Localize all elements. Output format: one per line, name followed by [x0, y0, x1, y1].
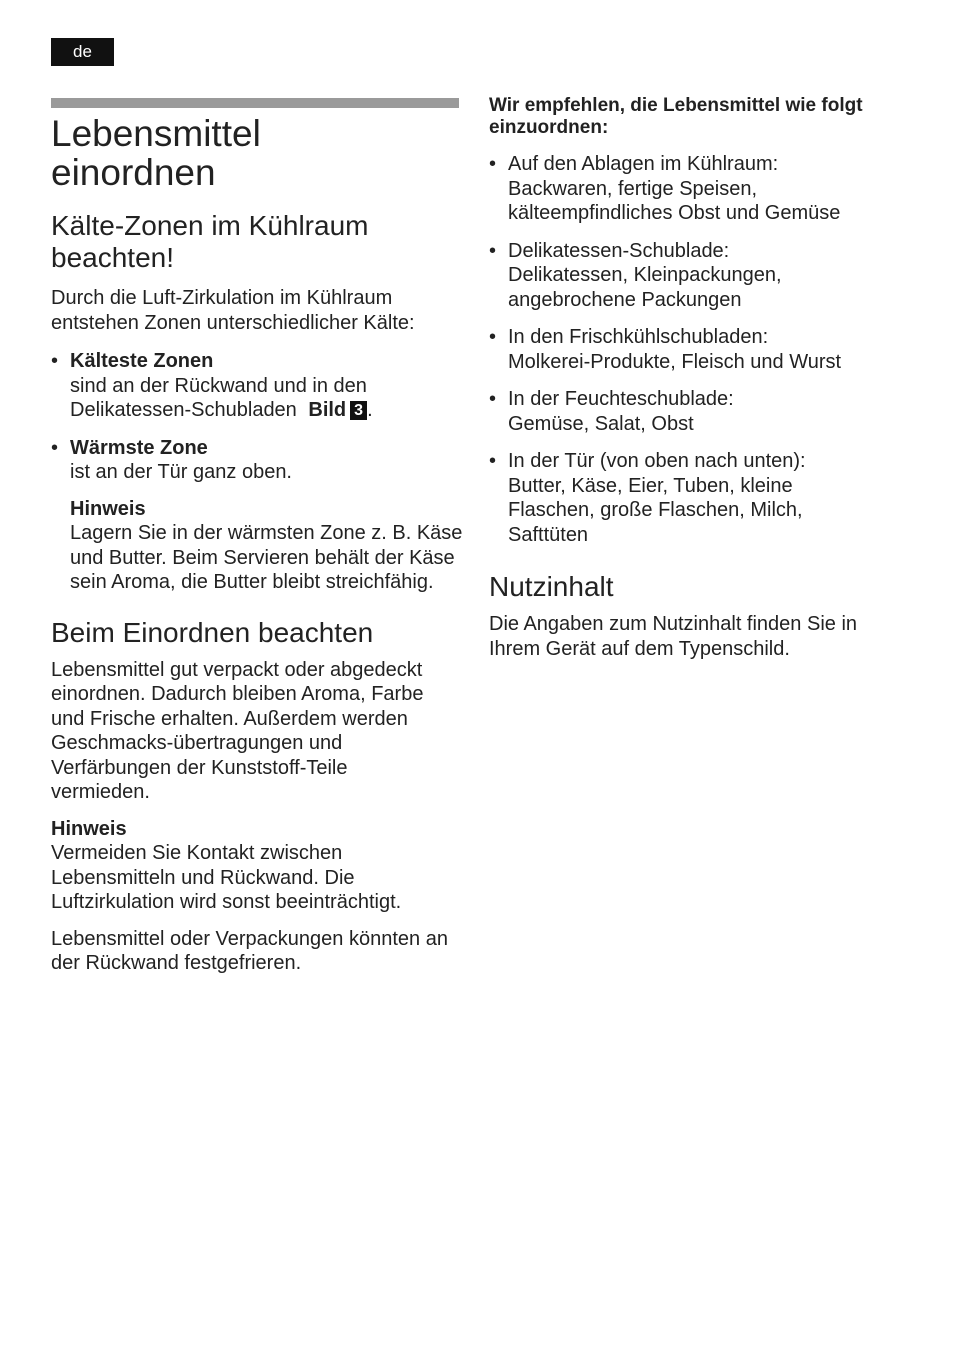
capacity-text: Die Angaben zum Nutzinhalt finden Sie in Ihrem Gerät auf dem Typenschild. [489, 613, 858, 660]
note-label: Hinweis [51, 817, 127, 840]
figure-ref-label: Bild [308, 399, 347, 421]
list-item-text: Gemüse, Salat, Obst [508, 412, 694, 435]
list-item [51, 436, 466, 485]
note-warmest [51, 497, 466, 595]
list-item-label: • In der Tür (von oben nach unten): [508, 450, 806, 472]
capacity-heading: Nutzinhalt [489, 571, 614, 602]
coldest-text: sind an der Rückwand und in den Delikatessen-Schubladen [70, 374, 367, 421]
list-item-label: • Delikatessen-Schublade: [508, 239, 730, 262]
storing-heading: Beim Einordnen beachten [51, 616, 374, 648]
left-column [51, 114, 466, 976]
list-item-label: • In den Frischkühlschubladen: [508, 326, 769, 348]
recommend-list [489, 152, 909, 547]
figure-ref[interactable] [308, 399, 367, 421]
list-item [489, 325, 903, 374]
list-item-label: • Auf den Ablagen im Kühlraum: [508, 153, 779, 175]
figure-number-badge: 3 [350, 401, 367, 420]
list-item-text: Molkerei-Produkte, Fleisch und Wurst [508, 350, 842, 373]
note-label: Hinweis [70, 497, 146, 520]
list-item [489, 387, 909, 436]
language-tag: de [51, 38, 114, 66]
list-item-label: • In der Feuchteschublade: [508, 388, 734, 410]
list-item-text: Backwaren, fertige Speisen, kälteempfindliches Obst und Gemüse [508, 177, 841, 224]
list-item [489, 239, 828, 313]
zones-list [51, 349, 466, 485]
zones-heading: Kälte-Zonen im Kühlraum beachten! [51, 210, 369, 273]
page-title: Lebensmittel einordnen [51, 113, 261, 193]
list-item-text: Butter, Käse, Eier, Tuben, kleine Flaschen, große Flaschen, Milch, Safttüten [508, 474, 803, 546]
list-item [51, 349, 415, 423]
warmest-label: • Wärmste Zone [70, 436, 208, 459]
list-item [489, 449, 853, 547]
list-item-text: Delikatessen, Kleinpackungen, angebrochene Packungen [508, 264, 782, 311]
section-rule [51, 98, 459, 108]
list-item [489, 152, 903, 226]
storing-text: Lebensmittel gut verpackt oder abgedeckt einordnen. Dadurch bleiben Aroma, Farbe und Frische erhalten. Außerdem werden Geschmacks-übertragungen und Verfärbungen der Kunststoff-Teile vermieden. [51, 658, 424, 803]
note-text: Vermeiden Sie Kontakt zwischen Lebensmitteln und Rückwand. Die Luftzirkulation wird sonst beeinträchtigt. [51, 842, 402, 913]
note-text: Lagern Sie in der wärmsten Zone z. B. Käse und Butter. Beim Servieren behält der Käse sein Aroma, die Butter bleibt streichfähig. [70, 522, 463, 593]
right-column [489, 95, 909, 661]
recommend-heading: Wir empfehlen, die Lebensmittel wie folgt einzuordnen: [489, 95, 863, 138]
coldest-end: . [367, 399, 373, 421]
freeze-text: Lebensmittel oder Verpackungen könnten an der Rückwand festgefrieren. [51, 927, 448, 974]
coldest-label: • Kälteste Zonen [70, 350, 214, 372]
warmest-text: ist an der Tür ganz oben. [70, 461, 292, 483]
zones-intro: Durch die Luft-Zirkulation im Kühlraum entstehen Zonen unterschiedlicher Kälte: [51, 287, 415, 334]
